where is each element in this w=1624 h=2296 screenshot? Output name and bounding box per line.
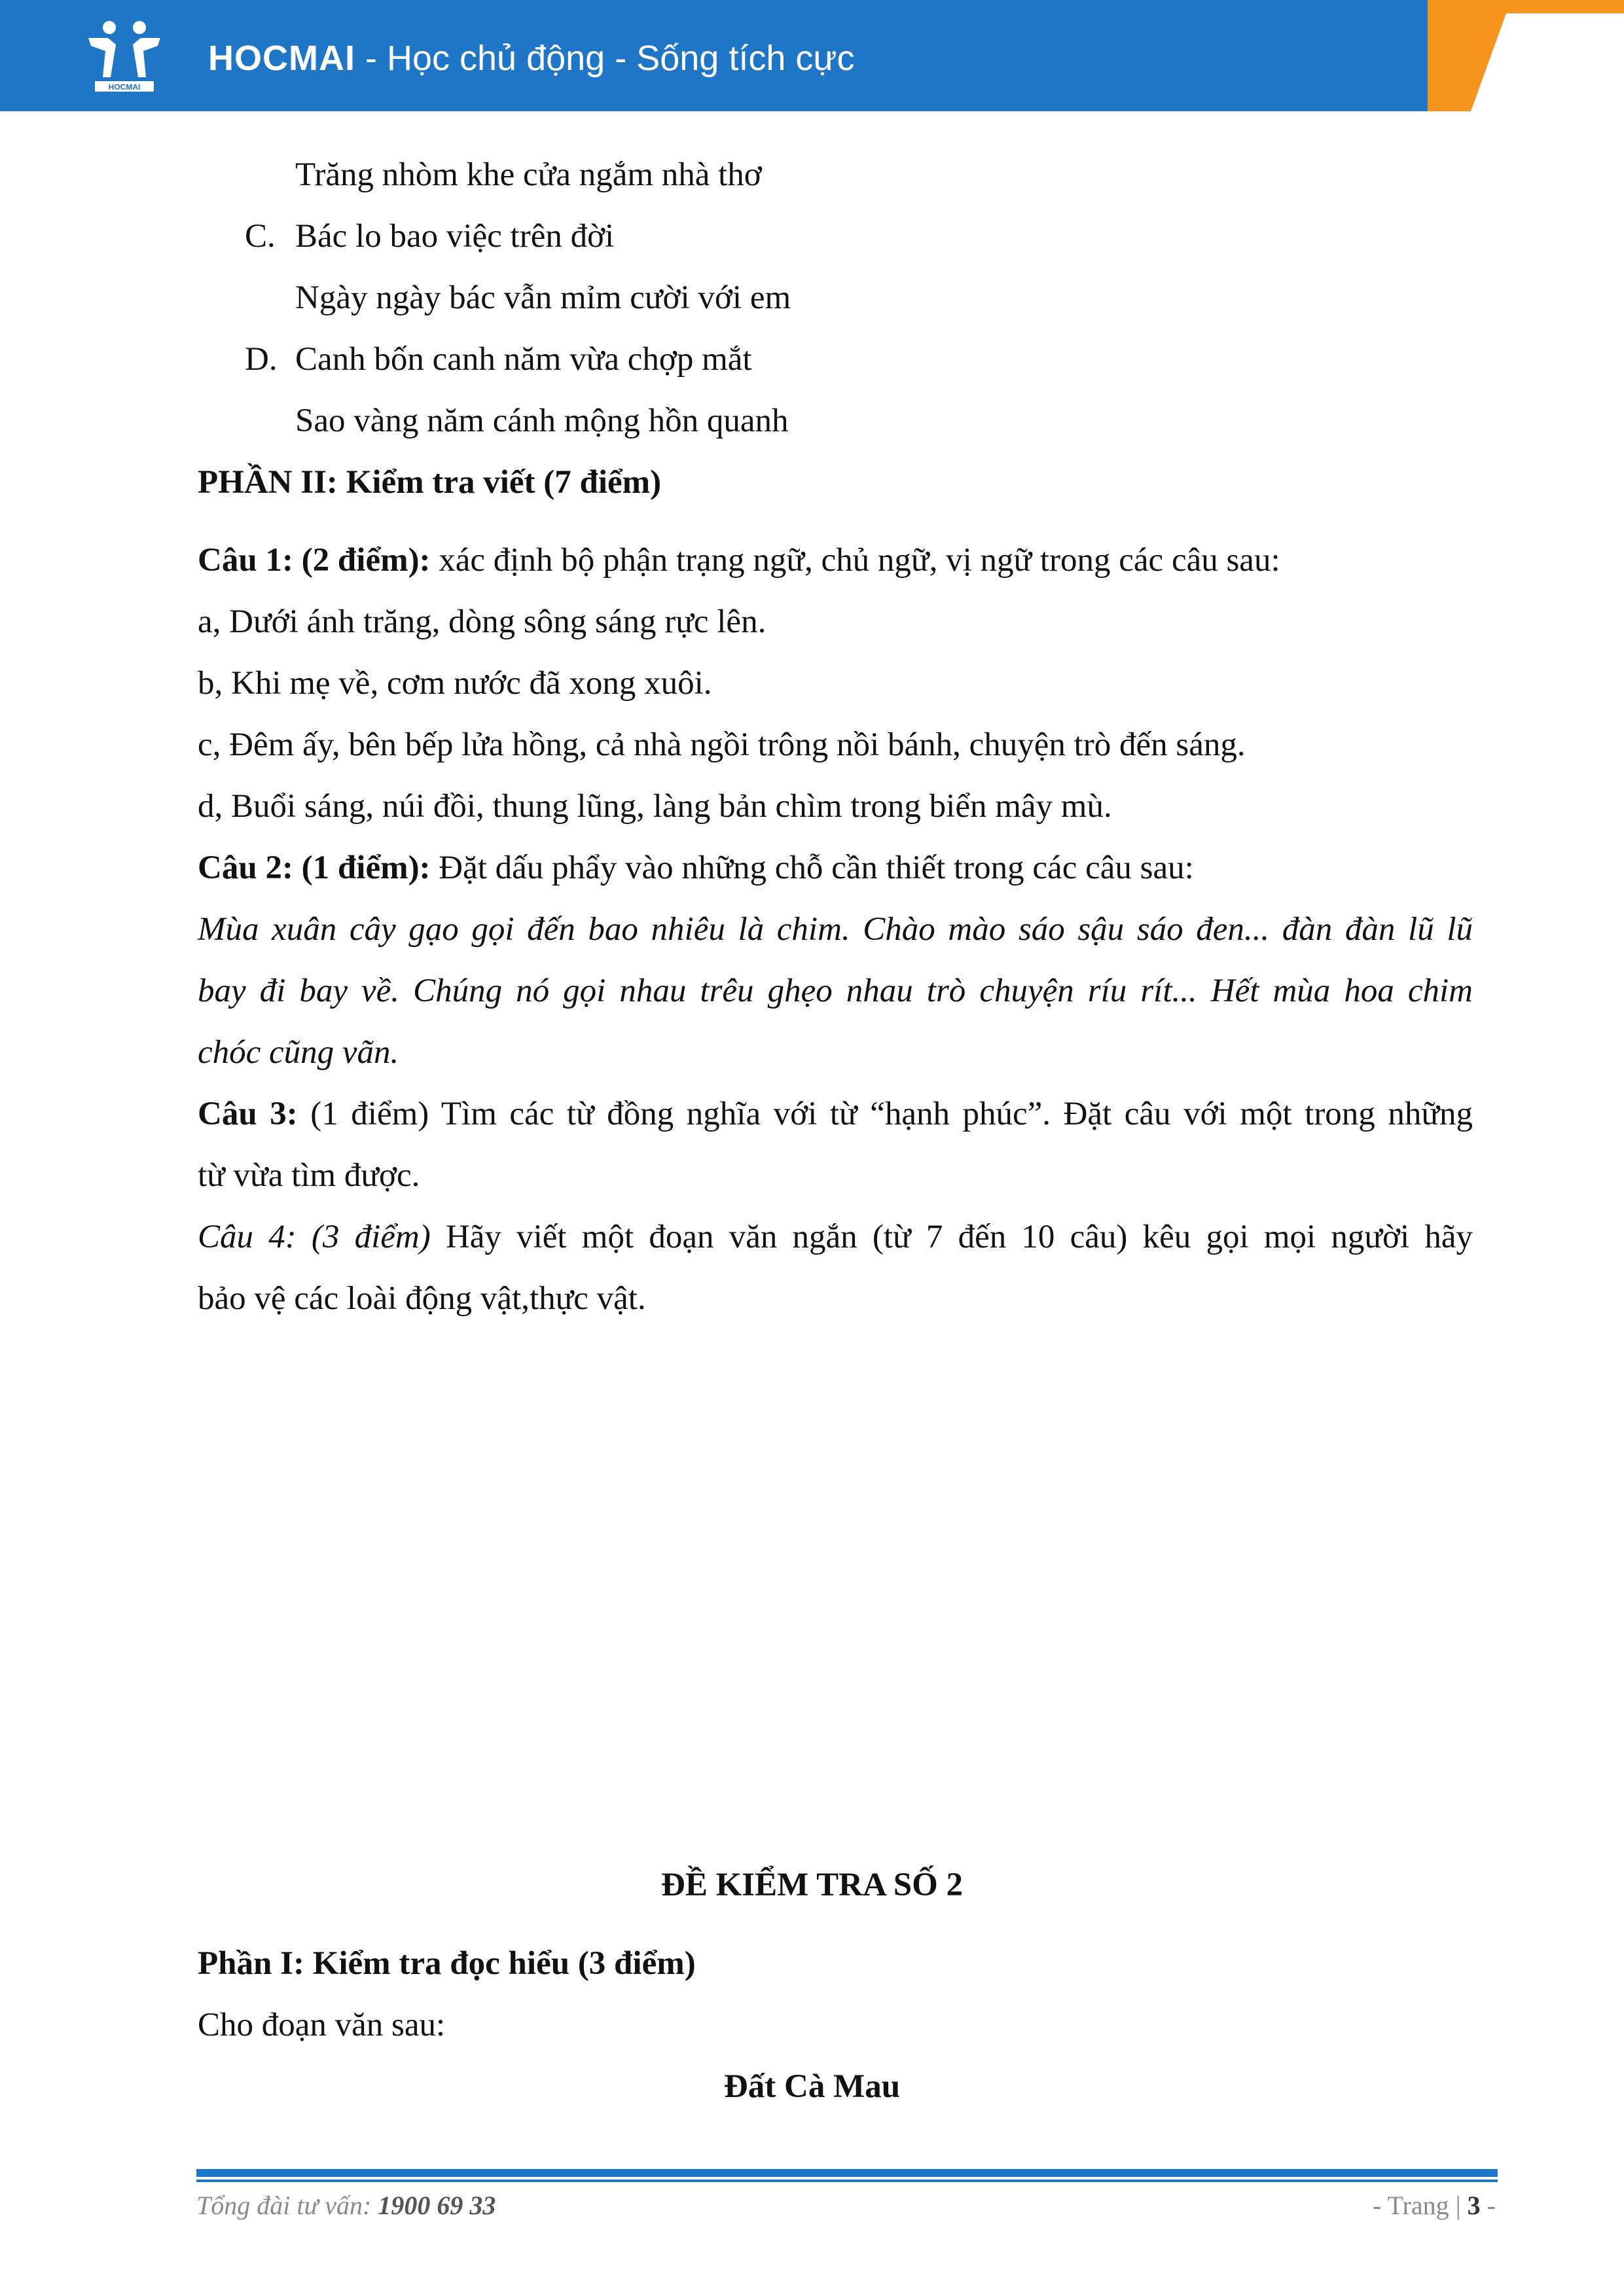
hotline-label: Tổng đài tư vấn: (196, 2191, 378, 2220)
passage-title: Đất Cà Mau (723, 2068, 901, 2105)
passage-line: chóc cũng vãn. (198, 1034, 399, 1071)
footer-page-number (1373, 2190, 1496, 2221)
poem-line: Trăng nhòm khe cửa ngắm nhà thơ (295, 156, 762, 193)
question-label: Câu 2: (1 điểm): (198, 850, 431, 886)
footer-rule-thin (196, 2179, 1498, 2182)
svg-text:HOCMAI: HOCMAI (108, 82, 141, 92)
question-2 (198, 848, 1194, 888)
question-1 (198, 541, 1280, 580)
page-prefix: - Trang | (1372, 2191, 1468, 2220)
page-suffix: - (1480, 2191, 1496, 2220)
question-text: Hãy viết một đoạn văn ngắn (từ 7 đến 10 câu) kêu gọi mọi người hãy (430, 1219, 1473, 1255)
passage-line: Mùa xuân cây gạo gọi đến bao nhiêu là chim. Chào mào sáo sậu sáo đen... đàn đàn lũ lũ (198, 911, 1473, 948)
option-d-text: Canh bốn canh năm vừa chợp mắt (295, 341, 752, 378)
footer-hotline (196, 2190, 496, 2221)
section-heading: PHẦN II: Kiểm tra viết (7 điểm) (198, 464, 662, 501)
sentence-a: a, Dưới ánh trăng, dòng sông sáng rực lên. (198, 603, 767, 640)
question-text: (1 điểm) Tìm các từ đồng nghĩa với từ “hạnh phúc”. Đặt câu với một trong những (297, 1096, 1473, 1132)
brand-name: HOCMAI (208, 39, 355, 78)
page-header (0, 0, 1624, 111)
question-4-cont: bảo vệ các loài động vật,thực vật. (198, 1280, 646, 1317)
hotline-number: 1900 69 33 (378, 2191, 496, 2220)
question-label: Câu 3: (198, 1096, 298, 1132)
brand-slogan: Học chủ động - Sống tích cực (386, 39, 855, 78)
footer-rule (196, 2169, 1498, 2177)
hocmai-logo-icon (82, 18, 167, 94)
question-3-cont: từ vừa tìm được. (198, 1157, 420, 1194)
passage-line: bay đi bay về. Chúng nó gọi nhau trêu ghẹo nhau trò chuyện ríu rít... Hết mùa hoa chim (198, 973, 1473, 1009)
page-number: 3 (1467, 2191, 1481, 2220)
test-title: ĐỀ KIỂM TRA SỐ 2 (661, 1867, 963, 1903)
sentence-b: b, Khi mẹ về, cơm nước đã xong xuôi. (198, 665, 712, 702)
option-c-text: Bác lo bao việc trên đời (295, 218, 615, 255)
question-3 (198, 1094, 1473, 1134)
option-c-label: C. (245, 218, 276, 255)
header-brand (208, 38, 855, 79)
question-4 (198, 1217, 1473, 1257)
question-text: xác định bộ phận trạng ngữ, chủ ngữ, vị ngữ trong các câu sau: (430, 542, 1280, 579)
poem-line: Ngày ngày bác vẫn mỉm cười với em (295, 279, 791, 316)
intro-text: Cho đoạn văn sau: (198, 2007, 446, 2043)
question-text: Đặt dấu phẩy vào những chỗ cần thiết trong các câu sau: (430, 850, 1194, 886)
option-d-label: D. (245, 341, 278, 378)
question-label: Câu 4: (3 điểm) (198, 1219, 431, 1255)
question-label: Câu 1: (2 điểm): (198, 542, 431, 579)
section-heading: Phần I: Kiểm tra đọc hiểu (3 điểm) (198, 1945, 696, 1982)
poem-line: Sao vàng năm cánh mộng hồn quanh (295, 403, 789, 439)
brand-separator: - (355, 39, 387, 78)
sentence-d: d, Buổi sáng, núi đồi, thung lũng, làng bản chìm trong biển mây mù. (198, 788, 1112, 825)
sentence-c: c, Đêm ấy, bên bếp lửa hồng, cả nhà ngồi trông nồi bánh, chuyện trò đến sáng. (198, 726, 1246, 763)
